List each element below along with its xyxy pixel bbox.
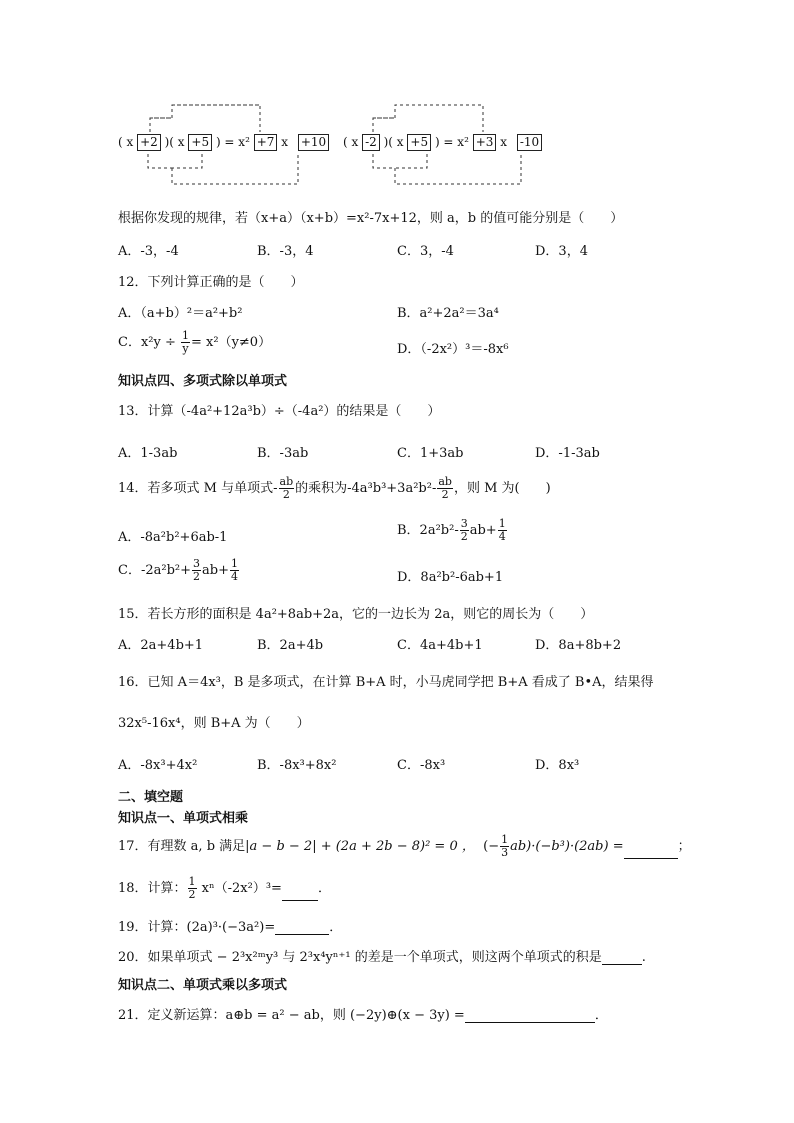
fraction <box>498 518 507 543</box>
diagram-text: x <box>500 135 508 149</box>
q18-stem <box>118 876 331 901</box>
q16-option-b: B．-8x³+8x² <box>257 758 337 773</box>
q14-option-a: A．-8a²b²+6ab-1 <box>118 530 228 545</box>
fraction <box>188 876 197 901</box>
q16-option-a: A．-8x³+4x² <box>118 758 198 773</box>
diagram-text: x <box>281 135 289 149</box>
q19-end: ． <box>329 920 343 935</box>
diagram-text: ) = x² <box>215 135 250 149</box>
q15-option-d: D．8a+8b+2 <box>535 638 622 653</box>
q14-option-c <box>118 558 240 583</box>
q12-option-b: B．a²+2a²＝3a⁴ <box>397 306 499 321</box>
fraction <box>279 476 295 501</box>
q14-b-mid: ab+ <box>469 523 497 538</box>
pattern-diagram-right <box>343 100 543 190</box>
q12-option-a: A．（a+b）²＝a²+b² <box>118 306 243 321</box>
diagram-text: )( x <box>164 135 185 149</box>
denominator: 2 <box>193 570 200 583</box>
denominator: 3 <box>501 846 509 859</box>
q20-stem <box>118 946 646 965</box>
q13-option-c: C．1+3ab <box>397 446 464 461</box>
q16-option-d: D．8x³ <box>535 758 580 773</box>
fraction <box>192 558 201 583</box>
q18-pre: 18．计算： <box>118 881 187 896</box>
q12-option-d: D．（-2x²）³＝-8x⁶ <box>397 342 509 357</box>
q14-option-d: D．8a²b²-6ab+1 <box>397 570 504 585</box>
q16-stem-line2: 32x⁵-16x⁴，则 B+A 为（ ） <box>118 716 310 731</box>
q15-stem: 15．若长方形的面积是 4a²+8ab+2a，它的一边长为 2a，则它的周长为（ ） <box>118 607 594 622</box>
section-heading-fill: 二、填空题 <box>118 790 184 805</box>
answer-blank[interactable] <box>275 920 329 935</box>
q14-stem <box>118 476 551 501</box>
denominator: y <box>182 342 189 355</box>
q11-option-b: B．-3，4 <box>257 244 314 259</box>
boxed-term: +7 <box>254 134 278 151</box>
q11-option-a: A．-3，-4 <box>118 244 179 259</box>
q15-option-b: B．2a+4b <box>257 638 324 653</box>
q19-stem <box>118 916 342 935</box>
q18-end: ． <box>317 881 331 896</box>
numerator: 1 <box>498 517 506 530</box>
q20-end: . <box>641 950 646 965</box>
fraction <box>460 518 469 543</box>
q11-stem: 根据你发现的规律，若（x+a）（x+b）=x²-7x+12，则 a，b 的值可能分别是（ ） <box>118 211 624 226</box>
q13-option-d: D．-1-3ab <box>535 446 600 461</box>
boxed-term: +10 <box>298 134 329 151</box>
denominator: 4 <box>230 570 238 583</box>
answer-blank[interactable] <box>602 950 642 965</box>
numerator: 1 <box>182 329 189 342</box>
answer-blank[interactable] <box>624 844 678 859</box>
numerator: ab <box>438 475 452 488</box>
q12-stem: 12．下列计算正确的是（ ） <box>118 275 304 290</box>
boxed-term: -2 <box>362 134 380 151</box>
boxed-term: +5 <box>407 134 431 151</box>
q11-option-d: D．3，4 <box>535 244 588 259</box>
pattern-diagram-left <box>118 100 327 190</box>
numerator: 1 <box>188 875 196 888</box>
q21-pre: 21．定义新运算：a⊕b = a² − ab，则 (−2y)⊕(x − 3y) = <box>118 1008 465 1023</box>
q13-stem: 13．计算（-4a²+12a³b）÷（-4a²）的结果是（ ） <box>118 404 441 419</box>
boxed-term: -10 <box>517 134 542 151</box>
q14-mid: 的乘积为-4a³b³+3a²b²- <box>295 481 437 496</box>
fraction <box>181 330 190 355</box>
numerator: ab <box>279 475 294 488</box>
q14-b-pre: B．2a²b²- <box>397 523 459 538</box>
numerator: 1 <box>230 557 238 570</box>
boxed-term: +2 <box>137 134 161 151</box>
q16-stem-line1: 16．已知 A＝4x³，B 是多项式，在计算 B+A 时，小马虎同学把 B+A 看成了 B•A，结果得 <box>118 675 654 690</box>
denominator: 2 <box>441 488 449 501</box>
numerator: 3 <box>193 557 200 570</box>
diagram-text: ( x <box>343 135 359 149</box>
boxed-term: +5 <box>188 134 212 151</box>
diagram-text: ( x <box>118 135 134 149</box>
numerator: 3 <box>460 517 468 530</box>
denominator: 2 <box>188 888 196 901</box>
q12-c-post: = x²（y≠0） <box>191 335 272 350</box>
q11-option-c: C．3，-4 <box>397 244 454 259</box>
q17-pre: 17．有理数 a, b 满足 <box>118 839 246 854</box>
diagram-text: )( x <box>383 135 404 149</box>
q14-post: ，则 M 为( ) <box>453 481 551 496</box>
denominator: 2 <box>282 488 290 501</box>
section-heading-1: 知识点一、单项式相乘 <box>118 811 249 826</box>
boxed-term: +3 <box>473 134 497 151</box>
q12-c-pre: C．x²y ÷ <box>118 335 180 350</box>
numerator: 1 <box>501 833 509 846</box>
q14-pre: 14．若多项式 M 与单项式- <box>118 481 278 496</box>
q15-option-a: A．2a+4b+1 <box>118 638 204 653</box>
q12-option-c <box>118 330 271 355</box>
q20-text: 20．如果单项式 − 2³x²ᵐy³ 与 2³x⁴yⁿ⁺¹ 的差是一个单项式，则这两个单项式的积是 <box>118 950 602 965</box>
q13-option-a: A．1-3ab <box>118 446 178 461</box>
q19-pre: 19．计算：(2a)³·(−3a²)= <box>118 920 276 935</box>
denominator: 4 <box>498 530 506 543</box>
q15-option-c: C．4a+4b+1 <box>397 638 483 653</box>
section-heading-2: 知识点二、单项式乘以多项式 <box>118 978 288 993</box>
q16-option-c: C．-8x³ <box>397 758 446 773</box>
q17-end: ； <box>677 839 691 854</box>
q14-c-pre: C．-2a²b²+ <box>118 563 191 578</box>
answer-blank[interactable] <box>282 886 318 901</box>
section-heading-4: 知识点四、多项式除以单项式 <box>118 374 288 389</box>
diagram-text: ) = x² <box>434 135 469 149</box>
q17-equation: |a − b − 2| + (2a + 2b − 8)² = 0 ， <box>245 839 475 854</box>
fraction <box>437 476 453 501</box>
q14-option-b <box>397 518 508 543</box>
fraction <box>230 558 239 583</box>
q17-expr-pre: (− <box>483 839 500 854</box>
fraction <box>500 834 509 859</box>
q14-c-mid: ab+ <box>202 563 229 578</box>
q13-option-b: B．-3ab <box>257 446 309 461</box>
q21-end: ． <box>594 1008 608 1023</box>
q18-post: xⁿ（-2x²）³= <box>197 881 282 896</box>
q17-expr-post: ab)·(−b³)·(2ab) = <box>510 839 624 854</box>
answer-blank[interactable] <box>465 1008 595 1023</box>
denominator: 2 <box>460 530 468 543</box>
q17-stem <box>118 834 691 859</box>
q21-stem <box>118 1004 608 1023</box>
